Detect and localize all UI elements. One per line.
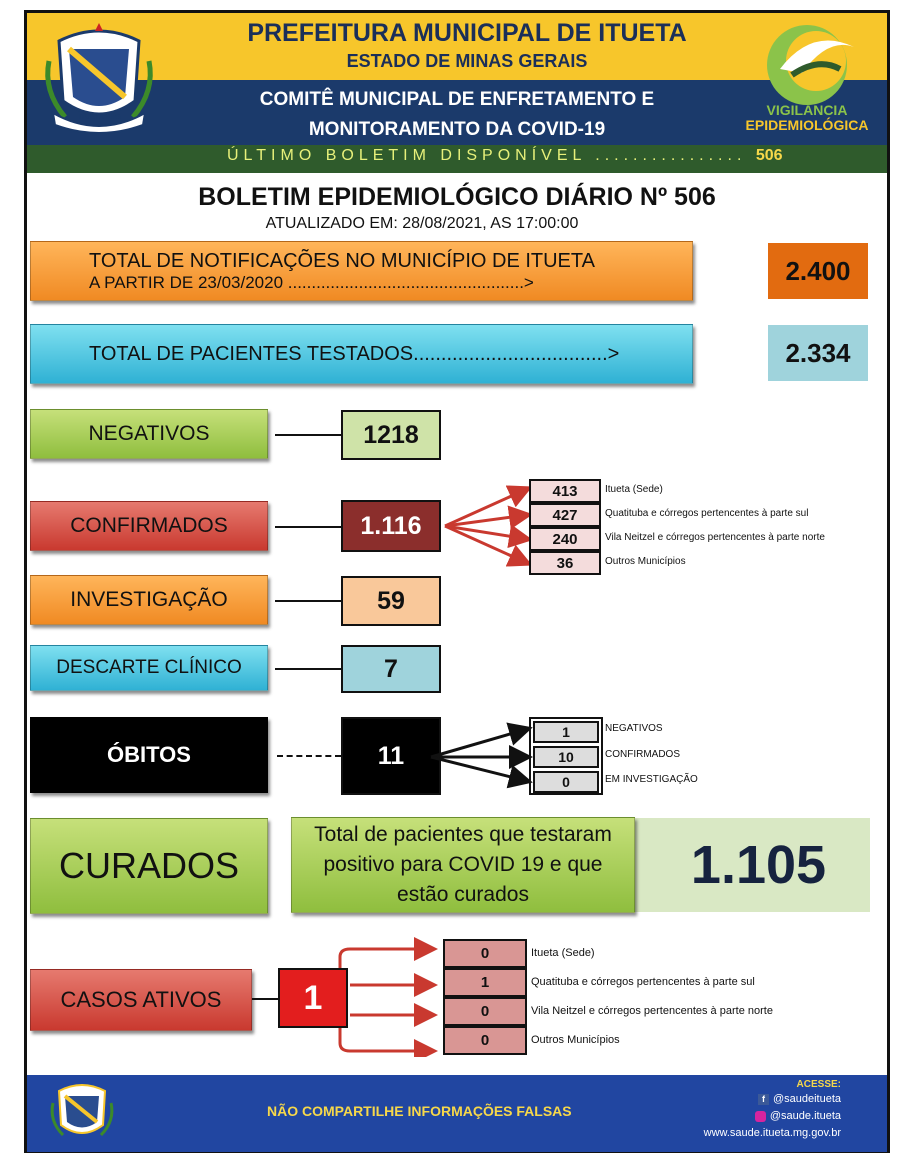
active-arrow-1 — [340, 949, 432, 987]
confirmed-breakdown-label: Vila Neitzel e córregos pertencentes à parte norte — [605, 532, 825, 543]
vig-line-2: EPIDEMIOLÓGICA — [745, 117, 869, 133]
footer-access: ACESSE: — [796, 1079, 841, 1090]
investigation-connector — [275, 600, 341, 602]
confirmed-arrows — [441, 479, 533, 571]
instagram-handle: @saude.itueta — [769, 1110, 841, 1122]
bulletin-updated: ATUALIZADO EM: 28/08/2021, AS 17:00:00 — [265, 215, 579, 232]
active-breakdown-label: Itueta (Sede) — [531, 947, 595, 959]
deaths-connector — [277, 755, 341, 757]
active-breakdown-value: 0 — [443, 939, 527, 968]
confirmed-breakdown-label: Outros Municípios — [605, 556, 686, 567]
bulletin-frame — [24, 10, 890, 1153]
confirmed-breakdown-value: 413 — [529, 479, 601, 503]
deaths-breakdown — [529, 717, 603, 795]
active-breakdown-value: 1 — [443, 968, 527, 997]
last-bulletin-number: 506 — [755, 147, 783, 164]
active-value: 1 — [278, 968, 348, 1028]
cured-bar: CURADOS — [30, 818, 268, 914]
footer-seal-icon — [47, 1079, 117, 1147]
active-breakdown-label: Outros Municípios — [531, 1034, 620, 1046]
deaths-breakdown-value: 1 — [533, 721, 599, 743]
instagram-icon — [755, 1111, 766, 1122]
deaths-breakdown-label: EM INVESTIGAÇÃO — [605, 774, 698, 785]
confirmed-breakdown-label: Quatituba e córregos pertencentes à parte sul — [605, 508, 809, 519]
active-arrow-4 — [340, 1021, 432, 1051]
confirmed-bar: CONFIRMADOS — [30, 501, 268, 551]
negatives-connector — [275, 434, 341, 436]
deaths-value: 11 — [341, 717, 441, 795]
last-bulletin-label: ÚLTIMO BOLETIM DISPONÍVEL ................ — [227, 147, 747, 164]
active-breakdown-label: Vila Neitzel e córregos pertencentes à parte norte — [531, 1005, 773, 1017]
municipal-seal-icon — [39, 21, 159, 139]
active-breakdown-label: Quatituba e córregos pertencentes à parte sul — [531, 976, 755, 988]
active-breakdown-value: 0 — [443, 1026, 527, 1055]
confirmed-breakdown-label: Itueta (Sede) — [605, 484, 663, 495]
confirmed-value: 1.116 — [341, 500, 441, 552]
active-connector — [252, 998, 278, 1000]
header-committee — [197, 85, 717, 145]
facebook-handle: @saudeitueta — [772, 1093, 841, 1105]
confirmed-connector — [275, 526, 341, 528]
footer-facebook[interactable] — [758, 1093, 841, 1105]
notifications-value: 2.400 — [768, 243, 868, 299]
footer — [27, 1075, 887, 1152]
discard-value: 7 — [341, 645, 441, 693]
deaths-breakdown-label: CONFIRMADOS — [605, 749, 680, 760]
last-bulletin — [227, 147, 827, 165]
seal-banner-text: ITUETA - MG — [79, 114, 121, 121]
confirmed-breakdown-value: 36 — [529, 551, 601, 575]
tested-bar: TOTAL DE PACIENTES TESTADOS...................................> — [30, 324, 693, 384]
facebook-icon: f — [758, 1094, 769, 1105]
footer-website[interactable]: www.saude.itueta.mg.gov.br — [703, 1127, 841, 1139]
negatives-bar: NEGATIVOS — [30, 409, 268, 459]
deaths-arrow-1 — [431, 729, 527, 757]
notifications-line-1: TOTAL DE NOTIFICAÇÕES NO MUNICÍPIO DE ITUETA — [89, 249, 595, 272]
bulletin-title: BOLETIM EPIDEMIOLÓGICO DIÁRIO Nº 506 — [198, 183, 716, 211]
cured-description: Total de pacientes que testaram positivo para COVID 19 e que estão curados — [291, 817, 635, 913]
deaths-breakdown-value: 10 — [533, 746, 599, 768]
footer-warning: NÃO COMPARTILHE INFORMAÇÕES FALSAS — [267, 1103, 572, 1119]
confirmed-breakdown-value: 427 — [529, 503, 601, 527]
committee-line-2: MONITORAMENTO DA COVID-19 — [308, 119, 606, 140]
committee-line-1: COMITÊ MUNICIPAL DE ENFRETAMENTO E — [259, 89, 655, 110]
discard-connector — [275, 668, 341, 670]
confirmed-breakdown-value: 240 — [529, 527, 601, 551]
deaths-breakdown-value: 0 — [533, 771, 599, 793]
vigilancia-text — [732, 103, 882, 133]
investigation-bar: INVESTIGAÇÃO — [30, 575, 268, 625]
deaths-breakdown-label: NEGATIVOS — [605, 723, 663, 734]
footer-instagram[interactable] — [755, 1110, 841, 1122]
active-breakdown-value: 0 — [443, 997, 527, 1026]
deaths-bar: ÓBITOS — [30, 717, 268, 793]
deaths-arrows — [427, 717, 533, 795]
tested-value: 2.334 — [768, 325, 868, 381]
discard-bar: DESCARTE CLÍNICO — [30, 645, 268, 691]
investigation-value: 59 — [341, 576, 441, 626]
header-state: ESTADO DE MINAS GERAIS — [346, 51, 588, 71]
vig-line-1: VIGILÂNCIA — [766, 102, 848, 118]
deaths-arrow-3 — [431, 757, 527, 781]
notifications-line-2: A PARTIR DE 23/03/2020 ..................................................> — [89, 272, 534, 292]
active-bar: CASOS ATIVOS — [30, 969, 252, 1031]
negatives-value: 1218 — [341, 410, 441, 460]
cured-value: 1.105 — [690, 835, 827, 895]
header-title: PREFEITURA MUNICIPAL DE ITUETA — [247, 19, 687, 47]
notifications-bar — [30, 241, 693, 301]
